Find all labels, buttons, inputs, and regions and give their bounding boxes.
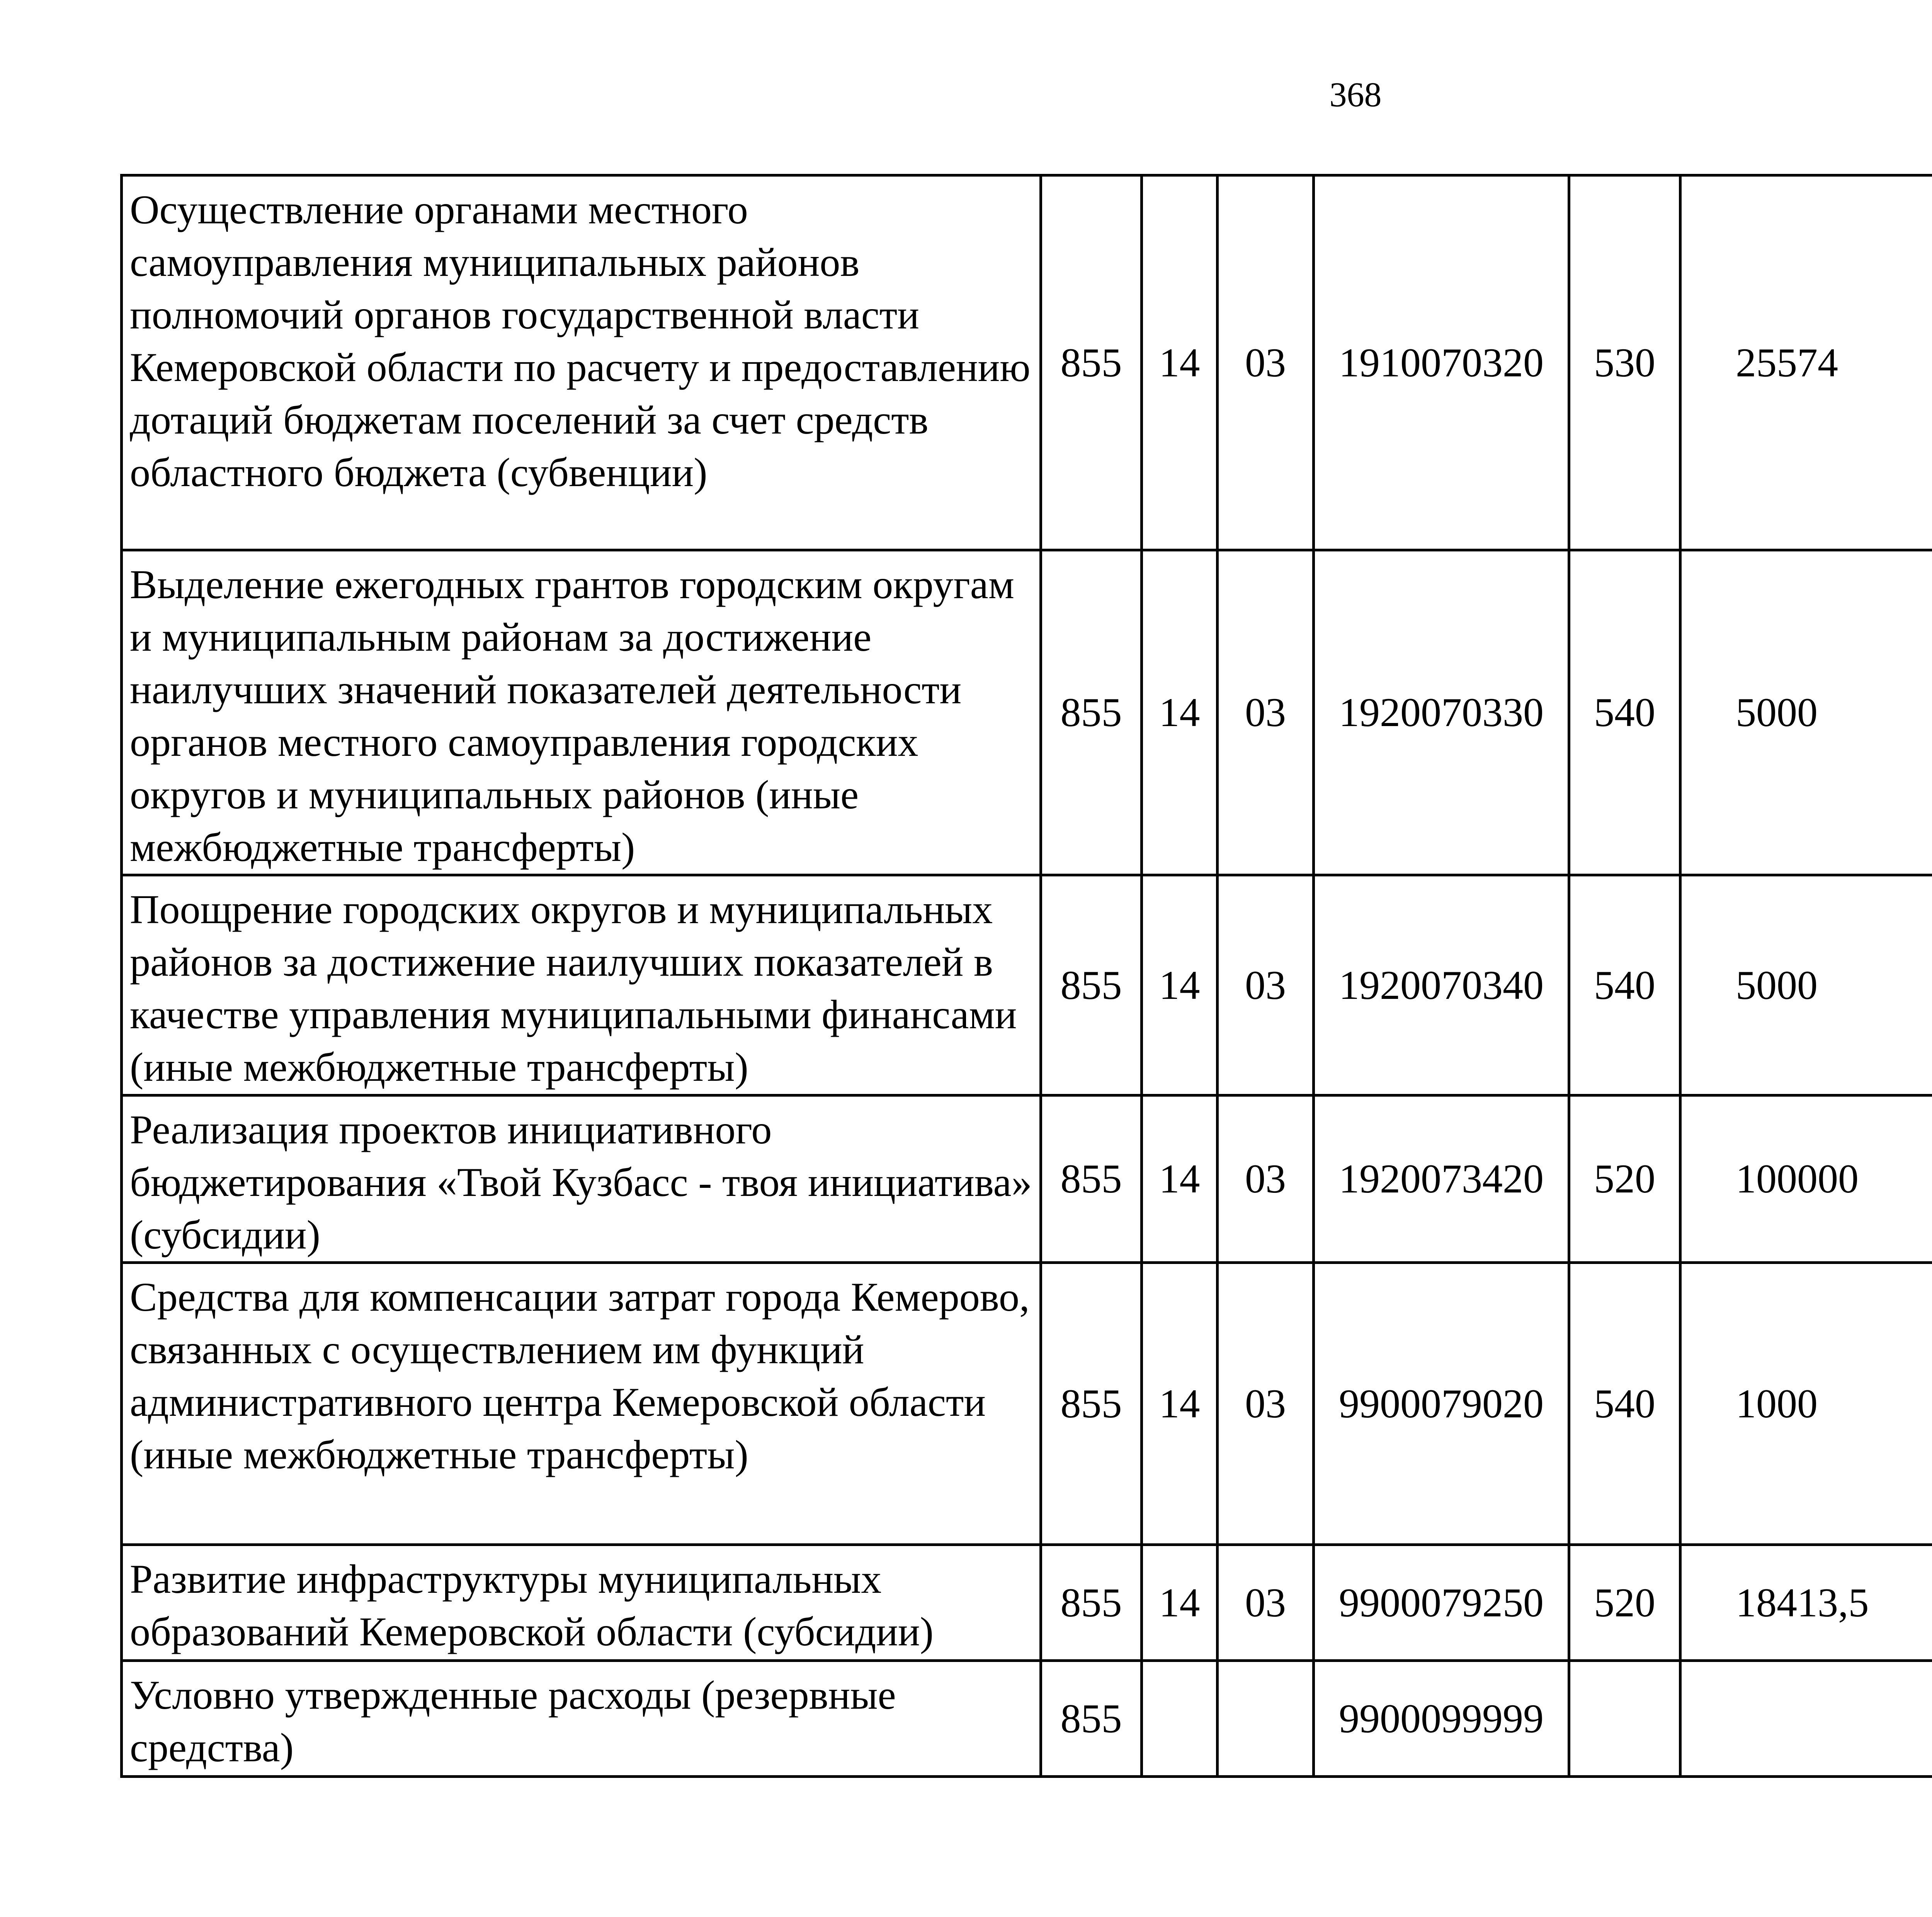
cell-expense-type xyxy=(1569,1661,1680,1777)
cell-expense-type: 540 xyxy=(1569,1263,1680,1545)
cell-ministry: 855 xyxy=(1041,1263,1142,1545)
cell-year-1 xyxy=(1680,1661,1932,1777)
cell-target-code: 1920070330 xyxy=(1314,550,1569,875)
cell-expense-type: 520 xyxy=(1569,1095,1680,1263)
cell-expense-type: 530 xyxy=(1569,175,1680,550)
cell-year-1: 1000 xyxy=(1680,1263,1932,1545)
cell-ministry: 855 xyxy=(1041,1661,1142,1777)
table-row xyxy=(122,1545,1932,1661)
cell-subsection: 03 xyxy=(1218,175,1314,550)
cell-section: 14 xyxy=(1142,875,1218,1095)
row-description: Осуществление органами местного самоуправления муниципальных районов полномочий органов государственной власти Кемеровской области по расчету и предоставлению дотаций бюджетам поселений за счет средств областного бюджета (субвенции) xyxy=(122,175,1041,550)
cell-target-code: 1910070320 xyxy=(1314,175,1569,550)
cell-subsection xyxy=(1218,1661,1314,1777)
cell-section: 14 xyxy=(1142,550,1218,875)
cell-expense-type: 520 xyxy=(1569,1545,1680,1661)
cell-expense-type: 540 xyxy=(1569,875,1680,1095)
cell-target-code: 1920070340 xyxy=(1314,875,1569,1095)
cell-year-1: 5000 xyxy=(1680,875,1932,1095)
cell-ministry: 855 xyxy=(1041,875,1142,1095)
row-description: Развитие инфраструктуры муниципальных образований Кемеровской области (субсидии) xyxy=(122,1545,1041,1661)
cell-target-code: 9900079250 xyxy=(1314,1545,1569,1661)
table-row xyxy=(122,550,1932,875)
table-row xyxy=(122,175,1932,550)
row-description: Условно утвержденные расходы (резервные средства) xyxy=(122,1661,1041,1777)
cell-subsection: 03 xyxy=(1218,1095,1314,1263)
cell-ministry: 855 xyxy=(1041,1545,1142,1661)
cell-section: 14 xyxy=(1142,1545,1218,1661)
cell-section: 14 xyxy=(1142,1095,1218,1263)
page-number: 368 xyxy=(1329,76,1382,114)
cell-subsection: 03 xyxy=(1218,1545,1314,1661)
cell-ministry: 855 xyxy=(1041,550,1142,875)
cell-subsection: 03 xyxy=(1218,1263,1314,1545)
cell-section: 14 xyxy=(1142,175,1218,550)
cell-target-code: 1920073420 xyxy=(1314,1095,1569,1263)
cell-target-code: 9900099999 xyxy=(1314,1661,1569,1777)
budget-table xyxy=(120,174,1932,1778)
cell-year-1: 100000 xyxy=(1680,1095,1932,1263)
cell-year-1: 18413,5 xyxy=(1680,1545,1932,1661)
row-description: Средства для компенсации затрат города Кемерово, связанных с осуществлением им функций административного центра Кемеровской области (иные межбюджетные трансферты) xyxy=(122,1263,1041,1545)
row-description: Выделение ежегодных грантов городским округам и муниципальным районам за достижение наилучших значений показателей деятельности органов местного самоуправления городских округов и муниципальных районов (иные межбюджетные трансферты) xyxy=(122,550,1041,875)
cell-subsection: 03 xyxy=(1218,875,1314,1095)
cell-year-1: 25574 xyxy=(1680,175,1932,550)
cell-expense-type: 540 xyxy=(1569,550,1680,875)
cell-ministry: 855 xyxy=(1041,175,1142,550)
cell-section: 14 xyxy=(1142,1263,1218,1545)
cell-section xyxy=(1142,1661,1218,1777)
table-row xyxy=(122,1661,1932,1777)
table-row xyxy=(122,1263,1932,1545)
cell-target-code: 9900079020 xyxy=(1314,1263,1569,1545)
row-description: Реализация проектов инициативного бюджетирования «Твой Кузбасс - твоя инициатива» (субсидии) xyxy=(122,1095,1041,1263)
table-row xyxy=(122,875,1932,1095)
cell-year-1: 5000 xyxy=(1680,550,1932,875)
cell-ministry: 855 xyxy=(1041,1095,1142,1263)
row-description: Поощрение городских округов и муниципальных районов за достижение наилучших показателей в качестве управления муниципальными финансами (иные межбюджетные трансферты) xyxy=(122,875,1041,1095)
table-row xyxy=(122,1095,1932,1263)
cell-subsection: 03 xyxy=(1218,550,1314,875)
